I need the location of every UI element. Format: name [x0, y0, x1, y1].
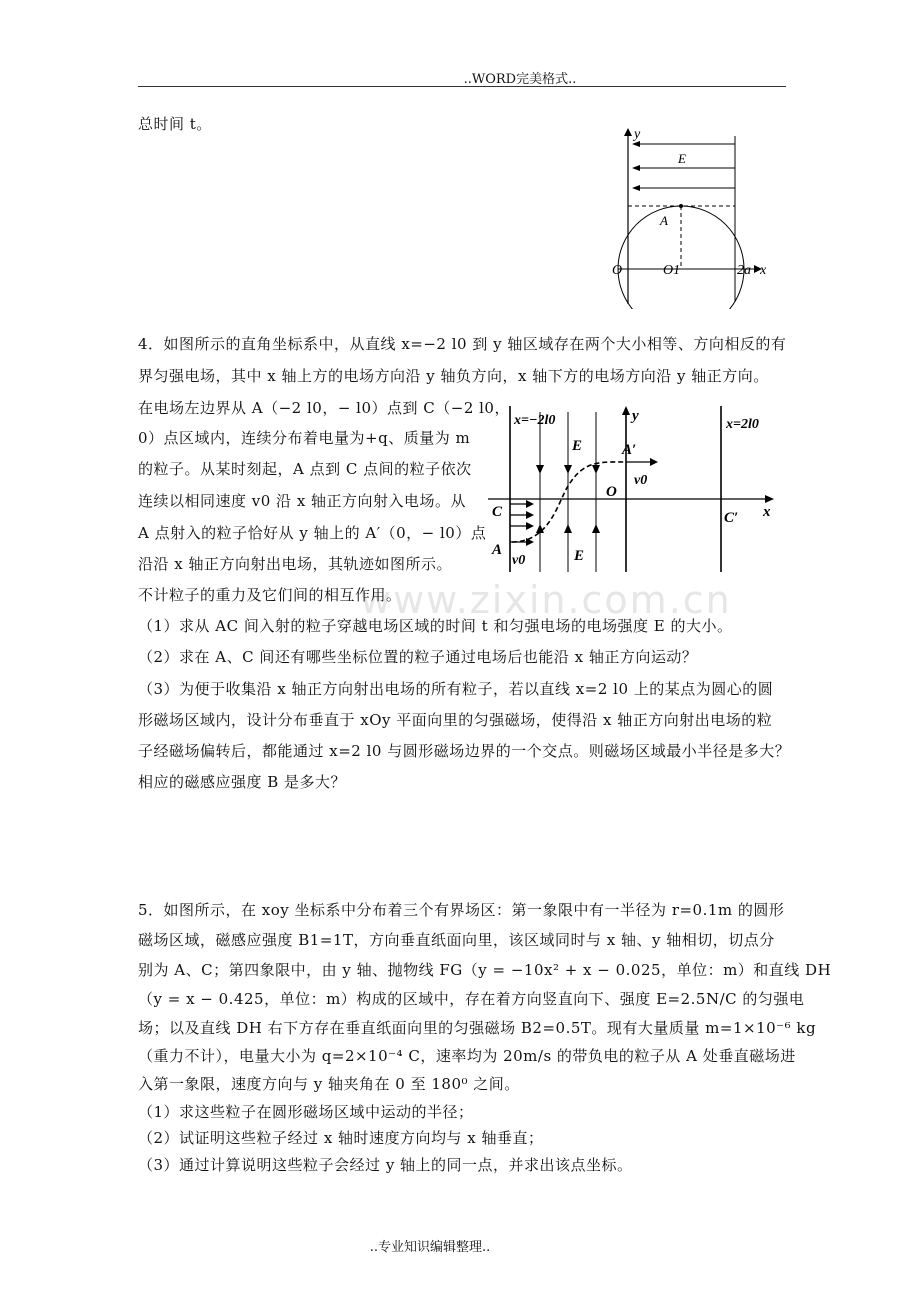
fig2-up-arrow-2-icon	[564, 524, 572, 533]
figure-1-circle-field	[600, 124, 770, 309]
page-footer	[0, 1236, 920, 1255]
q5-sub-2: （2）试证明这些粒子经过 x 轴时速度方向均与 x 轴垂直；	[138, 1129, 544, 1147]
fig2-v0-top-arrow-icon	[650, 458, 658, 466]
q4-line-2: 界匀强电场，其中 x 轴上方的电场方向沿 y 轴负方向，x 轴下方的电场方向沿 y 轴正方向。	[138, 367, 769, 385]
fig1-o-label: O	[612, 263, 623, 278]
fig1-field-arrow-2-icon	[632, 165, 640, 171]
fig2-a-prime-label: A′	[622, 442, 637, 458]
q5-line-1: 5．如图所示，在 xoy 坐标系中分布着三个有界场区：第一象限中有一半径为 r=0.1m 的圆形	[138, 901, 785, 919]
fig2-e-label-bottom: E	[574, 548, 585, 564]
q4-sub-3b: 形磁场区域内，设计分布垂直于 xOy 平面向里的匀强磁场，使得沿 x 轴正方向射出电场的粒	[138, 711, 773, 729]
fig2-x-label: x	[763, 504, 771, 520]
q4-line-5: 的粒子。从某时刻起，A 点到 C 点间的粒子依次	[138, 460, 472, 478]
q4-sub-1: （1）求从 AC 间入射的粒子穿越电场区域的时间 t 和匀强电场的电场强度 E 的大小。	[138, 617, 733, 635]
fig2-inject-arrow-1-icon	[526, 500, 534, 508]
q5-line-6: （重力不计），电量大小为 q=2×10⁻⁴ C，速率均为 20m/s 的带负电的粒子从 A 处垂直磁场进	[138, 1047, 796, 1065]
fig1-2a-label: 2a	[737, 263, 751, 278]
q4-sub-3d: 相应的磁感应强度 B 是多大？	[138, 773, 347, 791]
footer-text: ..专业知识编辑整理..	[369, 1240, 491, 1255]
q4-sub-2: （2）求在 A、C 间还有哪些坐标位置的粒子通过电场后也能沿 x 轴正方向运动？	[138, 648, 698, 666]
fig2-inject-arrow-3-icon	[526, 522, 534, 530]
q4-line-3: 在电场左边界从 A（−2 l0，− l0）点到 C（−2 l0，	[138, 399, 510, 417]
fig2-v0-label-top: v0	[634, 473, 648, 488]
q5-line-5: 场；以及直线 DH 右下方存在垂直纸面向里的匀强磁场 B2=0.5T。现有大量质量 m=1×10⁻⁶ kg	[138, 1019, 817, 1037]
q4-line-1: 4．如图所示的直角坐标系中，从直线 x=−2 l0 到 y 轴区域存在两个大小相等、方向相反的有	[138, 335, 787, 353]
fig1-x-label: x	[760, 263, 767, 278]
q4-line-7: A 点射入的粒子恰好从 y 轴上的 A′（0，− l0）点	[138, 524, 487, 542]
fig2-c-prime-label: C′	[724, 510, 739, 526]
fig2-up-arrow-3-icon	[592, 524, 600, 533]
q4-sub-3a: （3）为便于收集沿 x 轴正方向射出电场的所有粒子，若以直线 x=2 l0 上的某点为圆心的圆	[138, 680, 774, 698]
fig1-y-label: y	[634, 127, 641, 142]
q5-line-3: 别为 A、C；第四象限中，由 y 轴、抛物线 FG（y = −10x² + x − 0.025，单位：m）和直线 DH	[138, 961, 832, 979]
q4-line-6: 连续以相同速度 v0 沿 x 轴正方向射入电场。从	[138, 492, 467, 510]
fig1-e-label: E	[678, 151, 686, 166]
fig1-point-a	[679, 204, 683, 208]
q5-line-2: 磁场区域，磁感应强度 B1=1T，方向垂直纸面向里，该区域同时与 x 轴、y 轴相切，切点分	[138, 931, 775, 949]
fig1-y-arrow-icon	[624, 128, 632, 136]
fig2-right-line-label: x=2l0	[726, 417, 759, 432]
header-text: ..WORD完美格式..	[463, 72, 577, 87]
fig2-c-label: C	[492, 504, 503, 520]
fig2-inject-arrow-2-icon	[526, 511, 534, 519]
fig2-e-label-top: E	[572, 438, 583, 454]
fig2-o-label: O	[606, 484, 617, 500]
header-rule	[138, 86, 786, 87]
fig2-a-label: A	[492, 542, 503, 558]
watermark: www.zixin.com.cn	[360, 578, 732, 622]
fig2-left-line-label: x=−2l0	[514, 413, 556, 428]
q4-sub-3c: 子经磁场偏转后，都能通过 x=2 l0 与圆形磁场边界的一个交点。则磁场区域最小半径是多大？	[138, 742, 791, 760]
figure-2-electric-field	[488, 404, 778, 574]
fig1-field-arrow-3-icon	[632, 185, 640, 191]
fig2-y-label: y	[632, 408, 639, 424]
page-header	[0, 68, 920, 87]
fig2-x-arrow-icon	[765, 495, 774, 503]
q3-tail-text: 总时间 t。	[138, 115, 212, 133]
fig2-down-arrow-2-icon	[564, 465, 572, 474]
q5-sub-3: （3）通过计算说明这些粒子会经过 y 轴上的同一点，并求出该点坐标。	[138, 1156, 633, 1174]
fig1-a-label: A	[660, 213, 668, 228]
q4-line-8: 沿沿 x 轴正方向射出电场，其轨迹如图所示。	[138, 555, 452, 573]
q5-sub-1: （1）求这些粒子在圆形磁场区域中运动的半径；	[138, 1103, 474, 1121]
q4-line-9: 不计粒子的重力及它们间的相互作用。	[138, 586, 402, 604]
fig2-y-arrow-icon	[622, 406, 630, 415]
fig2-v0-label-bottom: v0	[512, 553, 526, 568]
fig2-down-arrow-3-icon	[592, 465, 600, 474]
q5-line-7: 入第一象限，速度方向与 y 轴夹角在 0 至 180⁰ 之间。	[138, 1075, 520, 1093]
q5-line-4: （y = x − 0.425，单位：m）构成的区域中，存在着方向竖直向下、强度 E=2.5N/C 的匀强电	[138, 990, 805, 1008]
fig1-o1-label: O1	[663, 263, 681, 278]
q4-line-4: 0）点区域内，连续分布着电量为+q、质量为 m	[138, 429, 471, 447]
fig2-down-arrow-1-icon	[536, 465, 544, 474]
